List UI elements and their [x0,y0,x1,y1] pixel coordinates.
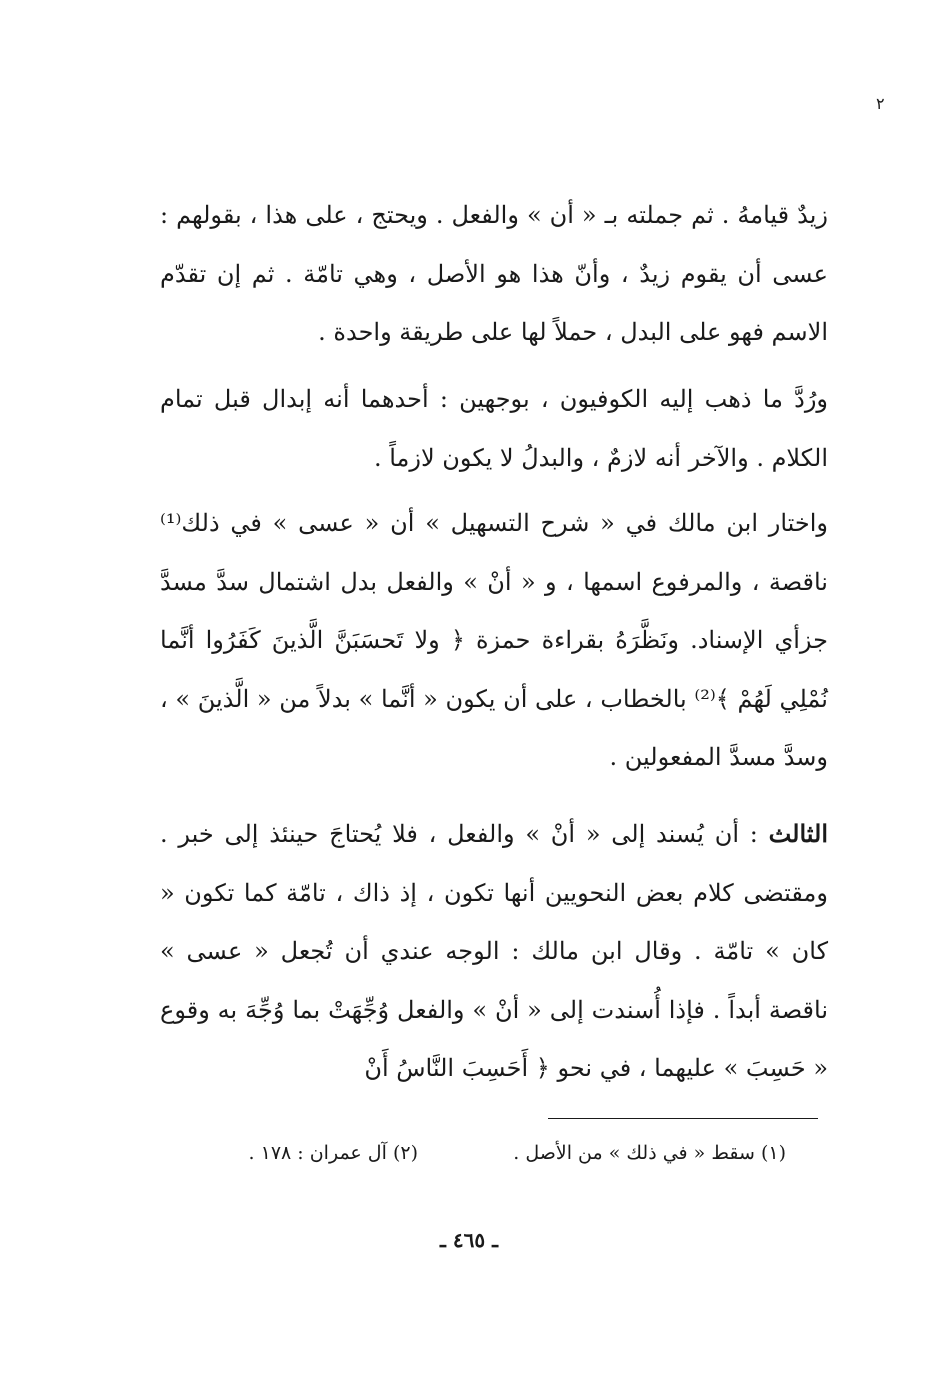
corner-mark: ٢ [876,94,885,113]
footnote-2 [249,1135,418,1171]
paragraph-2 [160,370,828,487]
paragraph-4-lead: الثالث [768,819,828,848]
footnote-2-text: آل عمران : ١٧٨ . [248,1142,387,1164]
paragraph-4-text: : أن يُسند إلى « أنْ » والفعل ، فلا يُحتاجَ حينئذ إلى خبر . ومقتضى كلام بعض النحويين أنها تكون ، إذ ذاك ، تامّة كما تكون « كان » تامّة . وقال ابن مالك : الوجه عندي أن تُجعل « عسى » ناقصة أبداً . فإذا أُسندت إلى « أنْ » والفعل وُجِّهَتْ بما وُجِّهَ به وقوع « حَسِبَ » عليهما ، في نحو ﴿ أَحَسِبَ النَّاسُ أَنْ [160,820,828,1082]
paragraph-2-text: ورُدَّ ما ذهب إليه الكوفيون ، بوجهين : أحدهما أنه إبدال قبل تمام الكلام . والآخر أنه لازمٌ ، والبدلُ لا يكون لازماً . [160,385,828,472]
footnote-1 [513,1135,786,1171]
footnote-1-text: سقط « في ذلك » من الأصل . [513,1142,755,1164]
footnote-1-mark: (١) [760,1142,786,1164]
footnote-2-mark: (٢) [392,1142,418,1164]
paragraph-4 [160,805,828,1098]
page-number: ـ ٤٦٥ ـ [440,1228,498,1252]
paragraph-1-text: زيدٌ قيامهُ . ثم جملته بـ « أن » والفعل . ويحتج ، على هذا ، بقولهم : عسى أن يقوم زيدٌ ، وأنّ هذا هو الأصل ، وهي تامّة . ثم إن تقدّم الاسم فهو على البدل ، حملاً لها على طريقة واحدة . [160,201,829,346]
footnote-divider [548,1118,818,1119]
paragraph-3 [160,494,828,787]
paragraph-1 [160,186,828,362]
paragraph-3-text: واختار ابن مالك في « شرح التسهيل » أن « عسى » في ذلك⁽¹⁾ ناقصة ، والمرفوع اسمها ، و « أنْ » والفعل بدل اشتمال سدَّ مسدَّ جزأي الإسناد. ونَظَّرَهُ بقراءة حمزة ﴿ ولا تَحسَبَنَّ الَّذينَ كَفَرُوا أنَّما نُمْلِي لَهُمْ ﴾⁽²⁾ بالخطاب ، على أن يكون « أنَّما » بدلاً من « الَّذينَ » ، وسدَّ مسدَّ المفعولين . [160,509,828,771]
